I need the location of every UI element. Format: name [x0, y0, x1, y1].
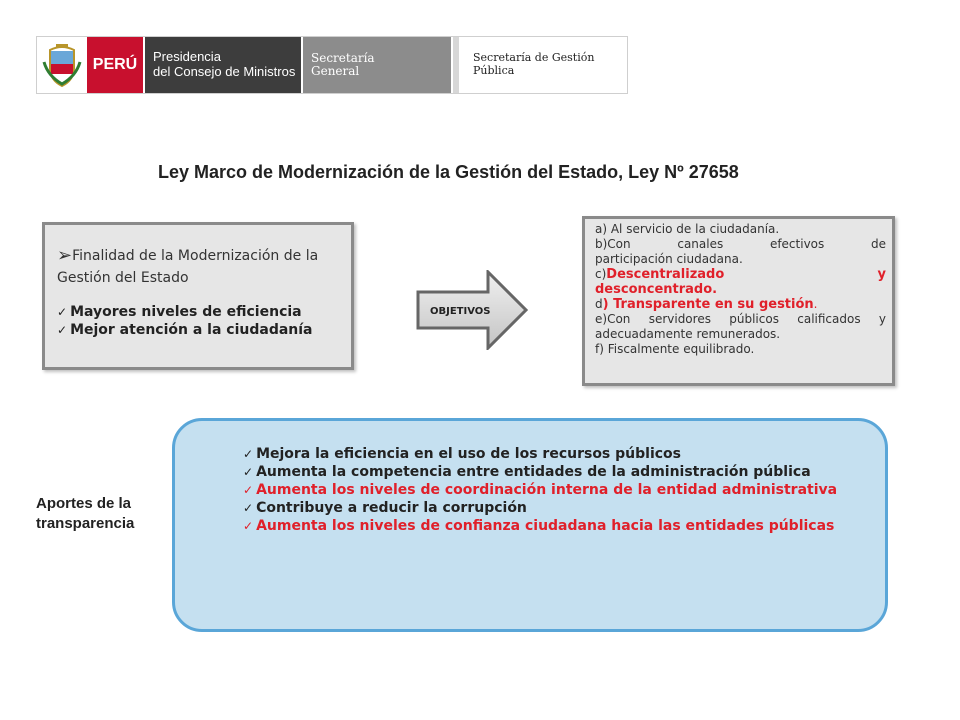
objective-e-line-2: adecuadamente remunerados.	[595, 327, 781, 341]
checkmark-icon: ✓	[243, 447, 254, 461]
objective-d-prefix: d	[595, 297, 603, 311]
secretaria-general-label	[303, 37, 451, 93]
objective-c-text: Descentralizado y	[606, 267, 886, 282]
page-title: Ley Marco de Modernización de la Gestión del Estado, Ley Nº 27658	[158, 162, 739, 182]
arrowhead-bullet-icon: ➢	[57, 245, 73, 266]
aporte-text: Aumenta la competencia entre entidades de la administración pública	[256, 464, 811, 480]
objective-e-line-1: e)Con servidores públicos calificados y	[595, 312, 886, 326]
objective-c-prefix: c)	[595, 267, 607, 281]
objective-d-suffix: .	[813, 297, 818, 311]
checkmark-icon: ✓	[243, 465, 254, 479]
aportes-label-line-2: transparencia	[36, 515, 135, 532]
list-item	[243, 463, 865, 481]
bullet-text: Mejor atención a la ciudadanía	[70, 322, 313, 338]
objective-a: a) Al servicio de la ciudadanía.	[595, 222, 780, 236]
objective-d	[595, 297, 886, 312]
objective-b-line-2: participación ciudadana.	[595, 252, 743, 266]
sgp-line-1: Secretaría de Gestión	[473, 51, 595, 64]
aportes-list	[243, 445, 865, 535]
aportes-box	[172, 418, 888, 632]
list-item	[57, 303, 341, 321]
checkmark-icon: ✓	[57, 305, 68, 319]
list-item	[243, 481, 865, 499]
secretaria-gestion-publica-label	[453, 37, 611, 93]
checkmark-icon: ✓	[243, 501, 254, 515]
aporte-text: Aumenta los niveles de coordinación interna de la entidad administrativa	[256, 482, 838, 498]
bullet-text: Mayores niveles de eficiencia	[70, 304, 302, 320]
checkmark-icon: ✓	[243, 483, 254, 497]
pcm-line-2: del Consejo de Ministros	[153, 64, 296, 79]
objetivos-label: OBJETIVOS	[430, 306, 491, 317]
finalidad-bullets	[57, 303, 341, 339]
government-banner	[36, 36, 628, 94]
pcm-label	[145, 37, 301, 93]
finalidad-text: Finalidad de la Modernización de la Gestión del Estado	[57, 248, 319, 286]
aportes-label	[36, 494, 156, 534]
list-item	[57, 321, 341, 339]
objective-f: f) Fiscalmente equilibrado.	[595, 342, 755, 356]
aporte-text: Mejora la eficiencia en el uso de los recursos públicos	[256, 446, 681, 462]
objectives-box	[582, 216, 895, 386]
sgp-line-2: Pública	[473, 64, 515, 77]
objective-b-line-1: b)Con canales efectivos de	[595, 237, 886, 251]
list-item	[243, 517, 865, 535]
pcm-line-1: Presidencia	[153, 49, 221, 64]
objective-d-text: ) Transparente en su gestión	[602, 297, 814, 312]
sg-line-2: General	[311, 64, 360, 78]
checkmark-icon: ✓	[57, 323, 68, 337]
checkmark-icon: ✓	[243, 519, 254, 533]
aportes-label-line-1: Aportes de la	[36, 495, 132, 512]
peru-coat-of-arms-icon	[37, 37, 87, 93]
peru-label: PERÚ	[87, 37, 143, 93]
list-item	[243, 499, 865, 517]
finalidad-heading	[57, 245, 341, 289]
aporte-text: Aumenta los niveles de confianza ciudadana hacia las entidades públicas	[256, 518, 835, 534]
sg-line-1: Secretaría	[311, 51, 375, 65]
aporte-text: Contribuye a reducir la corrupción	[256, 500, 527, 516]
list-item	[243, 445, 865, 463]
finalidad-box	[42, 222, 354, 370]
objective-c-line-2: desconcentrado.	[595, 282, 718, 297]
objective-c-line-1	[595, 267, 886, 282]
